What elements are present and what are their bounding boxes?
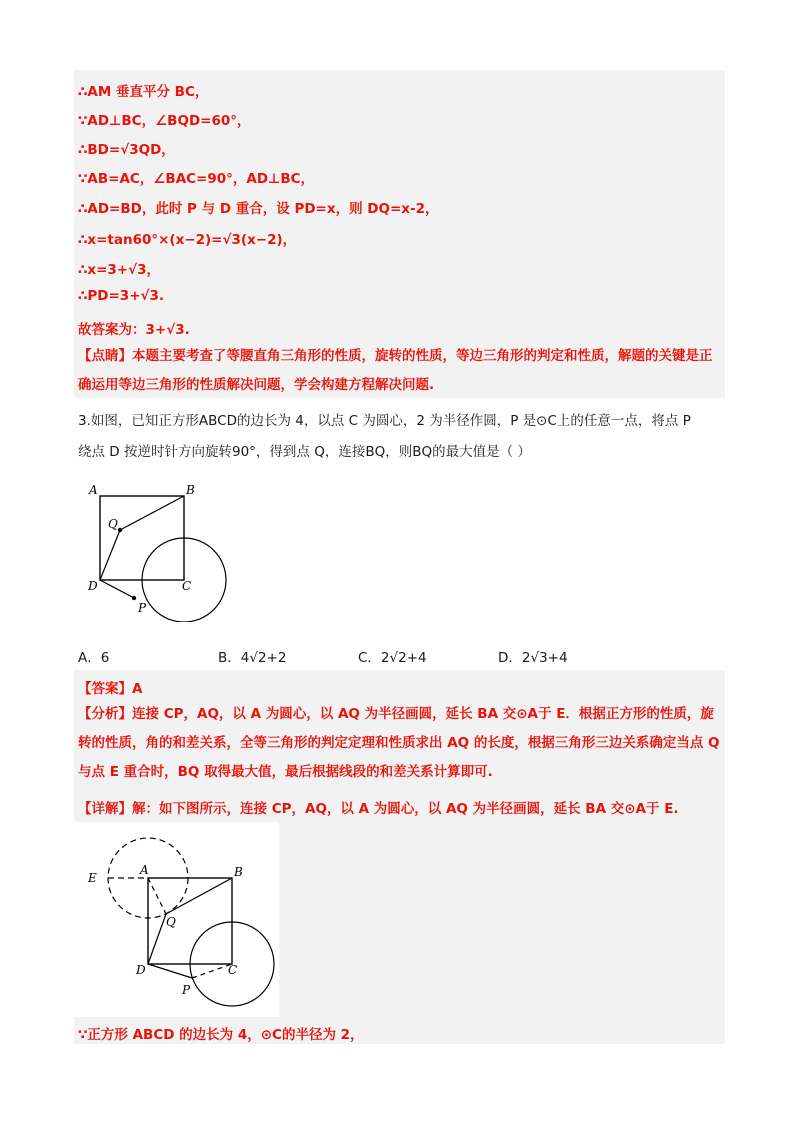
question-line-2: 绕点 D 按逆时针方向旋转90°，得到点 Q，连接BQ，则BQ的最大值是（ ） xyxy=(78,444,531,460)
solution-line-6: ∴x=tan60°×(x−2)=√3(x−2)， xyxy=(78,232,297,248)
solution-line-7: ∴x=3+√3， xyxy=(78,262,161,278)
answer-detail: 【详解】解：如下图所示，连接 CP，AQ，以 A 为圆心，以 AQ 为半径画圆，延长 BA 交⊙A于 E. xyxy=(78,801,679,817)
label-P: P xyxy=(182,983,191,997)
solution-line-8: ∴PD=3+√3. xyxy=(78,288,165,304)
label-Q: Q xyxy=(166,915,176,929)
label-P: P xyxy=(138,601,147,615)
label-A: A xyxy=(89,483,98,497)
option-d: D．2√3+4 xyxy=(498,650,568,666)
label-C: C xyxy=(182,579,192,593)
question-line-1: 3.如图，已知正方形ABCD的边长为 4，以点 C 为圆心，2 为半径作圆，P 是⊙C上的任意一点，将点 P xyxy=(78,413,691,429)
label-C: C xyxy=(228,963,238,977)
solution-line-9: 故答案为：3+√3. xyxy=(78,322,190,338)
solution-line-4: ∵AB=AC，∠BAC=90°，AD⊥BC， xyxy=(78,171,315,187)
label-D: D xyxy=(136,963,146,977)
geometry-figure-1 xyxy=(86,482,256,622)
label-B: B xyxy=(186,483,195,497)
solution-line-5: ∴AD=BD，此时 P 与 D 重合，设 PD=x，则 DQ=x-2， xyxy=(78,201,439,217)
label-Q: Q xyxy=(108,517,118,531)
label-B: B xyxy=(234,865,243,879)
answer-analysis: 【分析】连接 CP，AQ，以 A 为圆心，以 AQ 为半径画圆，延长 BA 交⊙A于 E．根据正方形的性质，旋转的性质，角的和差关系，全等三角形的判定定理和性质求出 AQ 的长度，根据三角形三边关系确定当点 Q 与点 E 重合时，BQ 取得最大值，最后根据线段的和差关系计算即可. xyxy=(78,706,720,780)
option-a: A．6 xyxy=(78,650,110,666)
solution-line-2: ∵AD⊥BC，∠BQD=60°， xyxy=(78,113,251,129)
solution-comment: 【点睛】本题主要考查了等腰直角三角形的性质，旋转的性质，等边三角形的判定和性质，解题的关键是正确运用等边三角形的性质解决问题，学会构建方程解决问题. xyxy=(78,348,713,393)
answer-line: 【答案】A xyxy=(78,681,143,697)
label-E: E xyxy=(88,871,97,885)
option-c: C．2√2+4 xyxy=(358,650,427,666)
geometry-figure-2 xyxy=(74,822,279,1017)
answer-last-line: ∵正方形 ABCD 的边长为 4，⊙C的半径为 2， xyxy=(78,1027,364,1043)
label-A: A xyxy=(140,863,149,877)
label-D: D xyxy=(88,579,98,593)
solution-line-3: ∴BD=√3QD， xyxy=(78,142,175,158)
option-b: B．4√2+2 xyxy=(218,650,287,666)
solution-line-1: ∴AM 垂直平分 BC， xyxy=(78,84,209,100)
